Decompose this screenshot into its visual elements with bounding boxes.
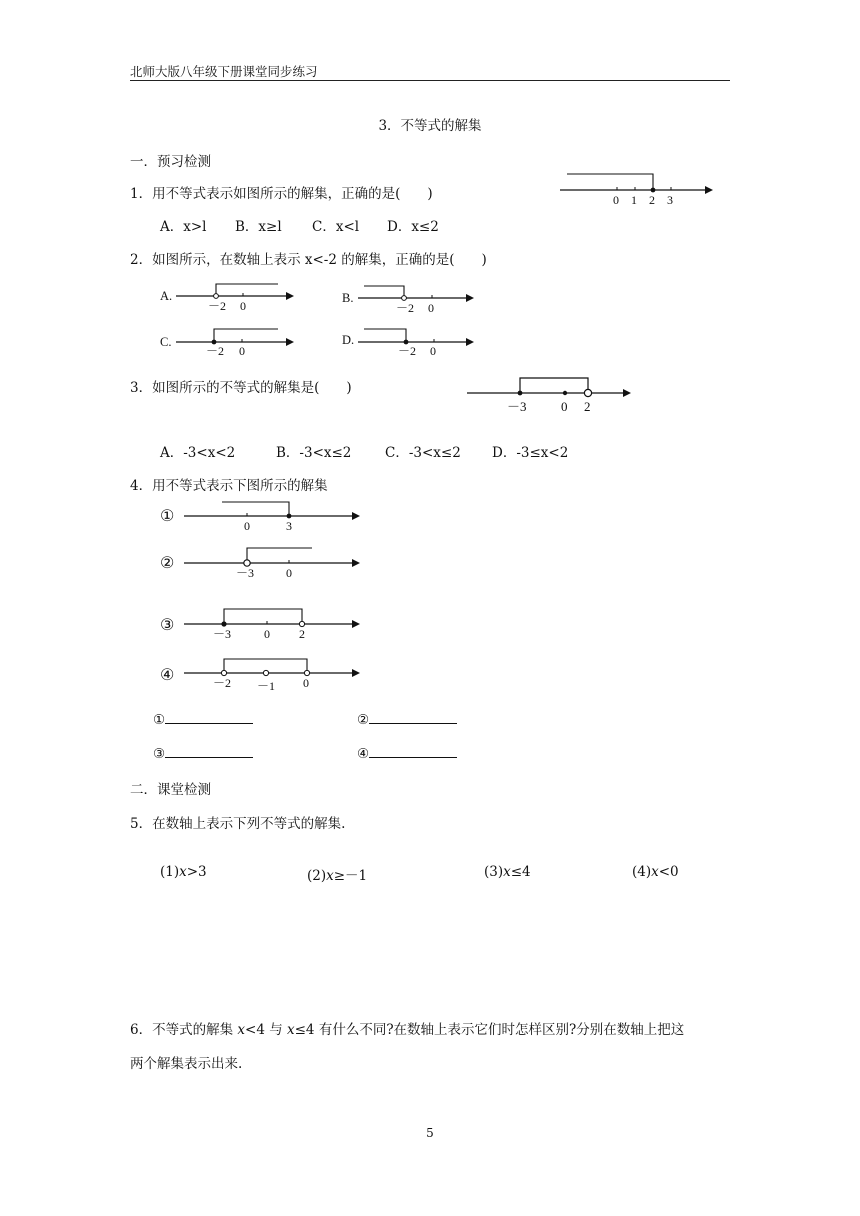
- q2-option-c-line: [158, 326, 298, 360]
- q4-blank-2-mark: ②: [357, 712, 370, 728]
- question-6-line-1: 6．不等式的解集 x<4 与 x≤4 有什么不同?在数轴上表示它们时怎样区别?分别在数轴上把这: [130, 1022, 685, 1038]
- q4-fig4-tick-1: －1: [257, 679, 276, 693]
- q4-answer-3[interactable]: [153, 745, 253, 762]
- q4-blank-3-mark: ③: [153, 746, 166, 762]
- q4-fig3-tick-1: 0: [264, 627, 270, 641]
- question-4-stem: 4．用不等式表示下图所示的解集: [130, 478, 328, 494]
- page-header: 北师大版八年级下册课堂同步练习: [130, 64, 318, 79]
- q3-tick-2: 2: [584, 399, 591, 414]
- q2-option-b-label: B.: [342, 291, 354, 305]
- question-5-stem: 5．在数轴上表示下列不等式的解集.: [130, 816, 346, 832]
- q4-figure-1: [158, 498, 368, 534]
- q1-tick-2: 2: [649, 193, 655, 207]
- q4-answer-2[interactable]: [357, 711, 457, 728]
- q2b-tick-1: 0: [428, 301, 434, 315]
- q4-fig1-tick-0: 0: [244, 519, 250, 533]
- q4-fig3-tick-0: －3: [213, 627, 232, 641]
- lesson-title: 3．不等式的解集: [378, 118, 482, 134]
- q4-fig2-mark: ②: [160, 555, 175, 572]
- q1-number-line: [555, 168, 715, 208]
- q2-option-d-line: [340, 326, 480, 360]
- q1-option-c: C．x<l: [312, 219, 360, 235]
- q5-item-4: (4)x<0: [632, 864, 679, 880]
- q4-fig4-tick-2: 0: [303, 676, 309, 690]
- q4-fig1-tick-1: 3: [286, 519, 292, 533]
- question-6-line-2: 两个解集表示出来.: [130, 1056, 243, 1072]
- q3-option-b: B．-3<x≤2: [276, 445, 352, 461]
- q1-option-a: A．x>l: [160, 219, 207, 235]
- q4-figure-2: [158, 544, 368, 580]
- q4-fig3-mark: ③: [160, 617, 175, 634]
- q2-option-d-label: D.: [342, 333, 355, 347]
- q1-tick-1: 1: [631, 193, 637, 207]
- q4-answer-1[interactable]: [153, 711, 253, 728]
- q4-fig3-tick-2: 2: [299, 627, 305, 641]
- q3-tick-1: 0: [561, 399, 568, 414]
- q2-option-b-line: [340, 284, 480, 318]
- q4-blank-1-line[interactable]: [165, 711, 253, 724]
- q1-option-d: D．x≤2: [387, 219, 439, 235]
- q2c-tick-0: －2: [206, 344, 225, 358]
- q3-option-d: D．-3≤x<2: [492, 445, 569, 461]
- q1-tick-0: 0: [613, 193, 619, 207]
- q4-blank-4-line[interactable]: [369, 745, 457, 758]
- q1-tick-3: 3: [667, 193, 673, 207]
- q2d-tick-1: 0: [430, 344, 436, 358]
- question-2-stem: 2．如图所示，在数轴上表示 x<-2 的解集，正确的是( ): [130, 252, 487, 268]
- section-2-heading: 二．课堂检测: [130, 782, 211, 798]
- q1-option-b: B．x≥l: [235, 219, 282, 235]
- question-3-stem: 3．如图所示的不等式的解集是( ): [130, 380, 352, 396]
- q2c-tick-1: 0: [239, 344, 245, 358]
- q4-figure-3: [158, 604, 368, 642]
- q3-option-c: C．-3<x≤2: [385, 445, 461, 461]
- q5-item-2: (2)x≥－1: [307, 868, 368, 884]
- q4-fig4-mark: ④: [160, 667, 175, 684]
- question-1-stem: 1．用不等式表示如图所示的解集，正确的是( ): [130, 186, 433, 202]
- q3-option-a: A．-3<x<2: [160, 445, 236, 461]
- q3-number-line: [465, 372, 635, 416]
- q4-blank-3-line[interactable]: [165, 745, 253, 758]
- header-rule: [130, 80, 730, 81]
- q4-fig1-mark: ①: [160, 508, 175, 525]
- q2-option-a-line: [158, 282, 298, 316]
- q4-answer-4[interactable]: [357, 745, 457, 762]
- q2-option-a-label: A.: [160, 289, 173, 303]
- q2b-tick-0: －2: [396, 301, 415, 315]
- section-1-heading: 一．预习检测: [130, 154, 211, 170]
- q2d-tick-0: －2: [398, 344, 417, 358]
- q5-item-3: (3)x≤4: [484, 864, 531, 880]
- q4-fig2-tick-1: 0: [286, 566, 292, 580]
- q4-blank-1-mark: ①: [153, 712, 166, 728]
- q2a-tick-0: －2: [208, 299, 227, 313]
- q4-fig4-tick-0: －2: [213, 676, 232, 690]
- page-number: 5: [426, 1126, 434, 1140]
- q3-tick-0: －3: [507, 399, 527, 414]
- q2-option-c-label: C.: [160, 335, 172, 349]
- q4-blank-4-mark: ④: [357, 746, 370, 762]
- q4-blank-2-line[interactable]: [369, 711, 457, 724]
- q4-fig2-tick-0: －3: [236, 566, 255, 580]
- q5-item-1: (1)x>3: [160, 864, 207, 880]
- q2a-tick-1: 0: [240, 299, 246, 313]
- q4-figure-4: [158, 654, 368, 692]
